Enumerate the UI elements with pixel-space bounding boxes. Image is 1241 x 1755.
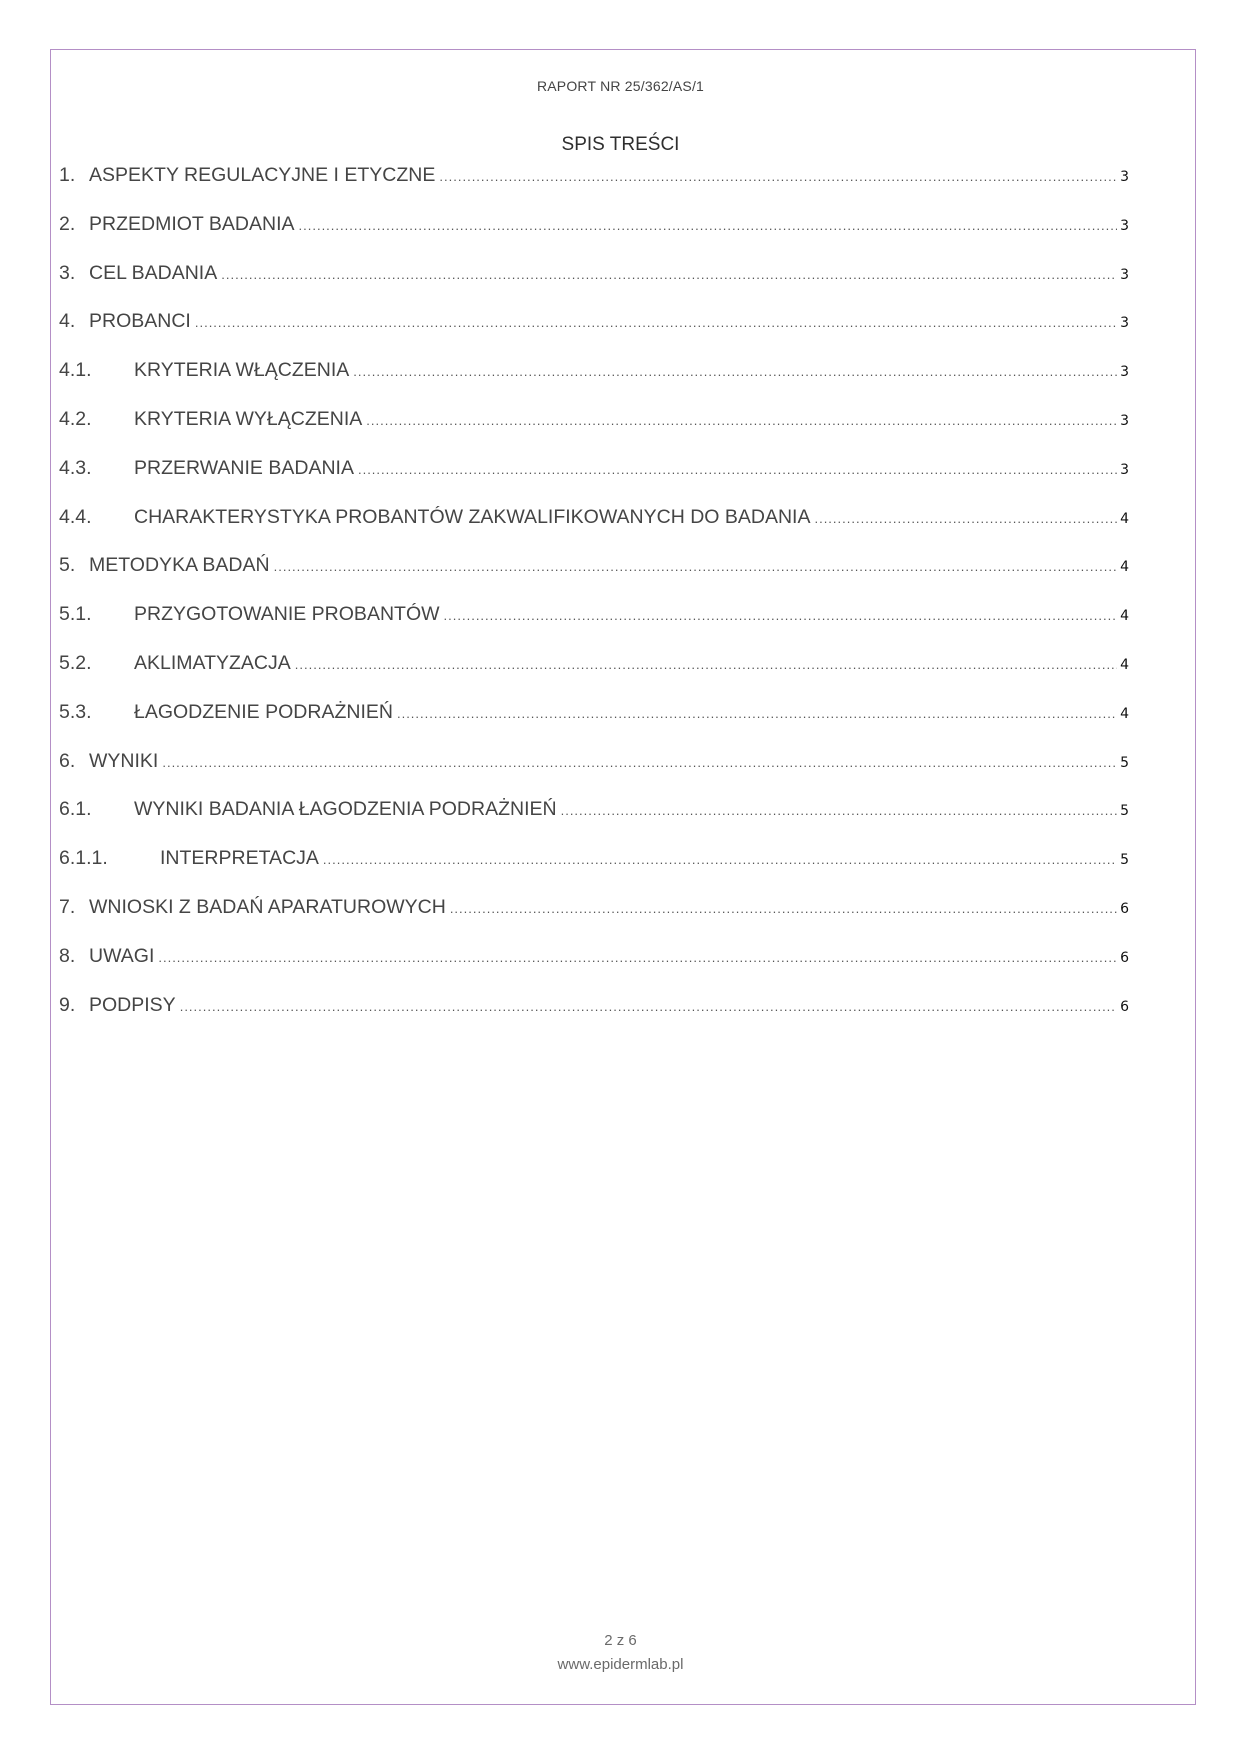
toc-entry[interactable]: [59, 798, 1129, 847]
toc-entry-page: 4: [1120, 705, 1129, 722]
toc-entry-number: 9.: [59, 993, 76, 1016]
toc-entry[interactable]: [59, 310, 1129, 359]
toc-entry[interactable]: [59, 262, 1129, 311]
toc-entry-number: 6.1.: [59, 798, 92, 821]
toc-entry-page: 4: [1120, 559, 1129, 576]
toc-entry-number: 6.: [59, 749, 76, 772]
toc-entry-page: 6: [1120, 949, 1129, 966]
toc-entry-number: 8.: [59, 944, 76, 967]
toc-entry-page: 4: [1120, 656, 1129, 673]
toc-entry[interactable]: [59, 457, 1129, 506]
toc-entry[interactable]: [59, 896, 1129, 945]
toc-dot-leader: [295, 657, 1117, 672]
toc-dot-leader: [195, 315, 1117, 330]
toc-entry-label: UWAGI: [89, 944, 155, 967]
toc-entry-label: WNIOSKI Z BADAŃ APARATUROWYCH: [89, 895, 446, 918]
toc-entry[interactable]: [59, 750, 1129, 799]
toc-dot-leader: [299, 218, 1118, 233]
toc-entry-label: WYNIKI BADANIA ŁAGODZENIA PODRAŻNIEŃ: [134, 798, 557, 821]
toc-entry[interactable]: [59, 994, 1129, 1043]
toc-dot-leader: [221, 267, 1117, 282]
toc-entry-number: 7.: [59, 895, 76, 918]
toc-dot-leader: [439, 169, 1117, 184]
toc-entry[interactable]: [59, 554, 1129, 603]
toc-entry-page: 5: [1120, 754, 1129, 771]
toc-dot-leader: [274, 559, 1117, 574]
toc-entry-label: ASPEKTY REGULACYJNE I ETYCZNE: [89, 164, 436, 186]
toc-entry-label: AKLIMATYZACJA: [134, 651, 291, 674]
toc-title: SPIS TREŚCI: [561, 134, 680, 155]
toc-entry-label: METODYKA BADAŃ: [89, 554, 270, 577]
toc-entry-label: KRYTERIA WYŁĄCZENIA: [134, 407, 363, 430]
toc-entry-label: PRZEDMIOT BADANIA: [89, 212, 295, 235]
toc-dot-leader: [561, 803, 1117, 818]
toc-entry[interactable]: [59, 945, 1129, 994]
toc-entry-page: 3: [1120, 217, 1129, 234]
toc-dot-leader: [450, 901, 1117, 916]
toc-entry-page: 4: [1120, 510, 1129, 527]
toc-dot-leader: [323, 852, 1117, 867]
toc-entry[interactable]: [59, 652, 1129, 701]
page-indicator: 2 z 6: [604, 1632, 637, 1649]
toc-entry-number: 4.3.: [59, 456, 92, 479]
toc-entry-page: 4: [1120, 608, 1129, 625]
toc-entry-number: 5.1.: [59, 603, 92, 626]
toc-entry-number: 4.: [59, 310, 76, 333]
toc-entry-page: 6: [1120, 900, 1129, 917]
toc-entry-page: 3: [1120, 169, 1129, 185]
toc-entry[interactable]: [59, 359, 1129, 408]
toc-entry-number: 4.4.: [59, 505, 92, 528]
toc-entry[interactable]: [59, 408, 1129, 457]
toc-entry-page: 3: [1120, 364, 1129, 381]
toc-entry[interactable]: [59, 847, 1129, 896]
toc-entry-label: PODPISY: [89, 993, 176, 1016]
toc-dot-leader: [444, 608, 1118, 623]
toc-entry-label: PRZERWANIE BADANIA: [134, 456, 354, 479]
toc-entry-page: 3: [1120, 461, 1129, 478]
toc-entry-label: CEL BADANIA: [89, 261, 218, 284]
toc-dot-leader: [366, 413, 1117, 428]
toc-dot-leader: [353, 364, 1117, 379]
report-number-header: RAPORT NR 25/362/AS/1: [536, 78, 705, 94]
toc-entry[interactable]: [59, 213, 1129, 262]
toc-entry-label: WYNIKI: [89, 749, 159, 772]
toc-entry-number: 5.3.: [59, 700, 92, 723]
toc-entry[interactable]: [59, 164, 1129, 213]
toc-entry-label: ŁAGODZENIE PODRAŻNIEŃ: [134, 700, 393, 723]
toc-entry[interactable]: [59, 603, 1129, 652]
toc-dot-leader: [397, 706, 1117, 721]
toc-entry-number: 1.: [59, 164, 76, 186]
toc-entry-page: 3: [1120, 266, 1129, 283]
toc-entry-number: 5.: [59, 554, 76, 577]
toc-entry-number: 4.2.: [59, 407, 92, 430]
toc-entry-page: 5: [1120, 852, 1129, 869]
website-link[interactable]: www.epidermlab.pl: [557, 1656, 684, 1673]
toc-entry-label: KRYTERIA WŁĄCZENIA: [134, 359, 350, 382]
toc-dot-leader: [814, 511, 1117, 526]
toc-entry-label: INTERPRETACJA: [160, 847, 319, 870]
toc-entry-number: 2.: [59, 212, 76, 235]
toc-dot-leader: [162, 755, 1117, 770]
toc-entry-page: 6: [1120, 998, 1129, 1015]
table-of-contents: [59, 164, 1129, 1042]
toc-dot-leader: [180, 999, 1117, 1014]
toc-entry-label: CHARAKTERYSTYKA PROBANTÓW ZAKWALIFIKOWANYCH DO BADANIA: [134, 505, 811, 528]
toc-entry-number: 3.: [59, 261, 76, 284]
toc-dot-leader: [158, 950, 1117, 965]
toc-entry[interactable]: [59, 701, 1129, 750]
toc-dot-leader: [358, 462, 1117, 477]
toc-entry-number: 6.1.1.: [59, 847, 108, 870]
toc-entry-page: 5: [1120, 803, 1129, 820]
toc-entry-page: 3: [1120, 412, 1129, 429]
toc-entry-page: 3: [1120, 315, 1129, 332]
toc-entry-label: PRZYGOTOWANIE PROBANTÓW: [134, 603, 440, 626]
toc-entry-number: 4.1.: [59, 359, 92, 382]
toc-entry-number: 5.2.: [59, 651, 92, 674]
toc-entry-label: PROBANCI: [89, 310, 191, 333]
toc-entry[interactable]: [59, 506, 1129, 555]
